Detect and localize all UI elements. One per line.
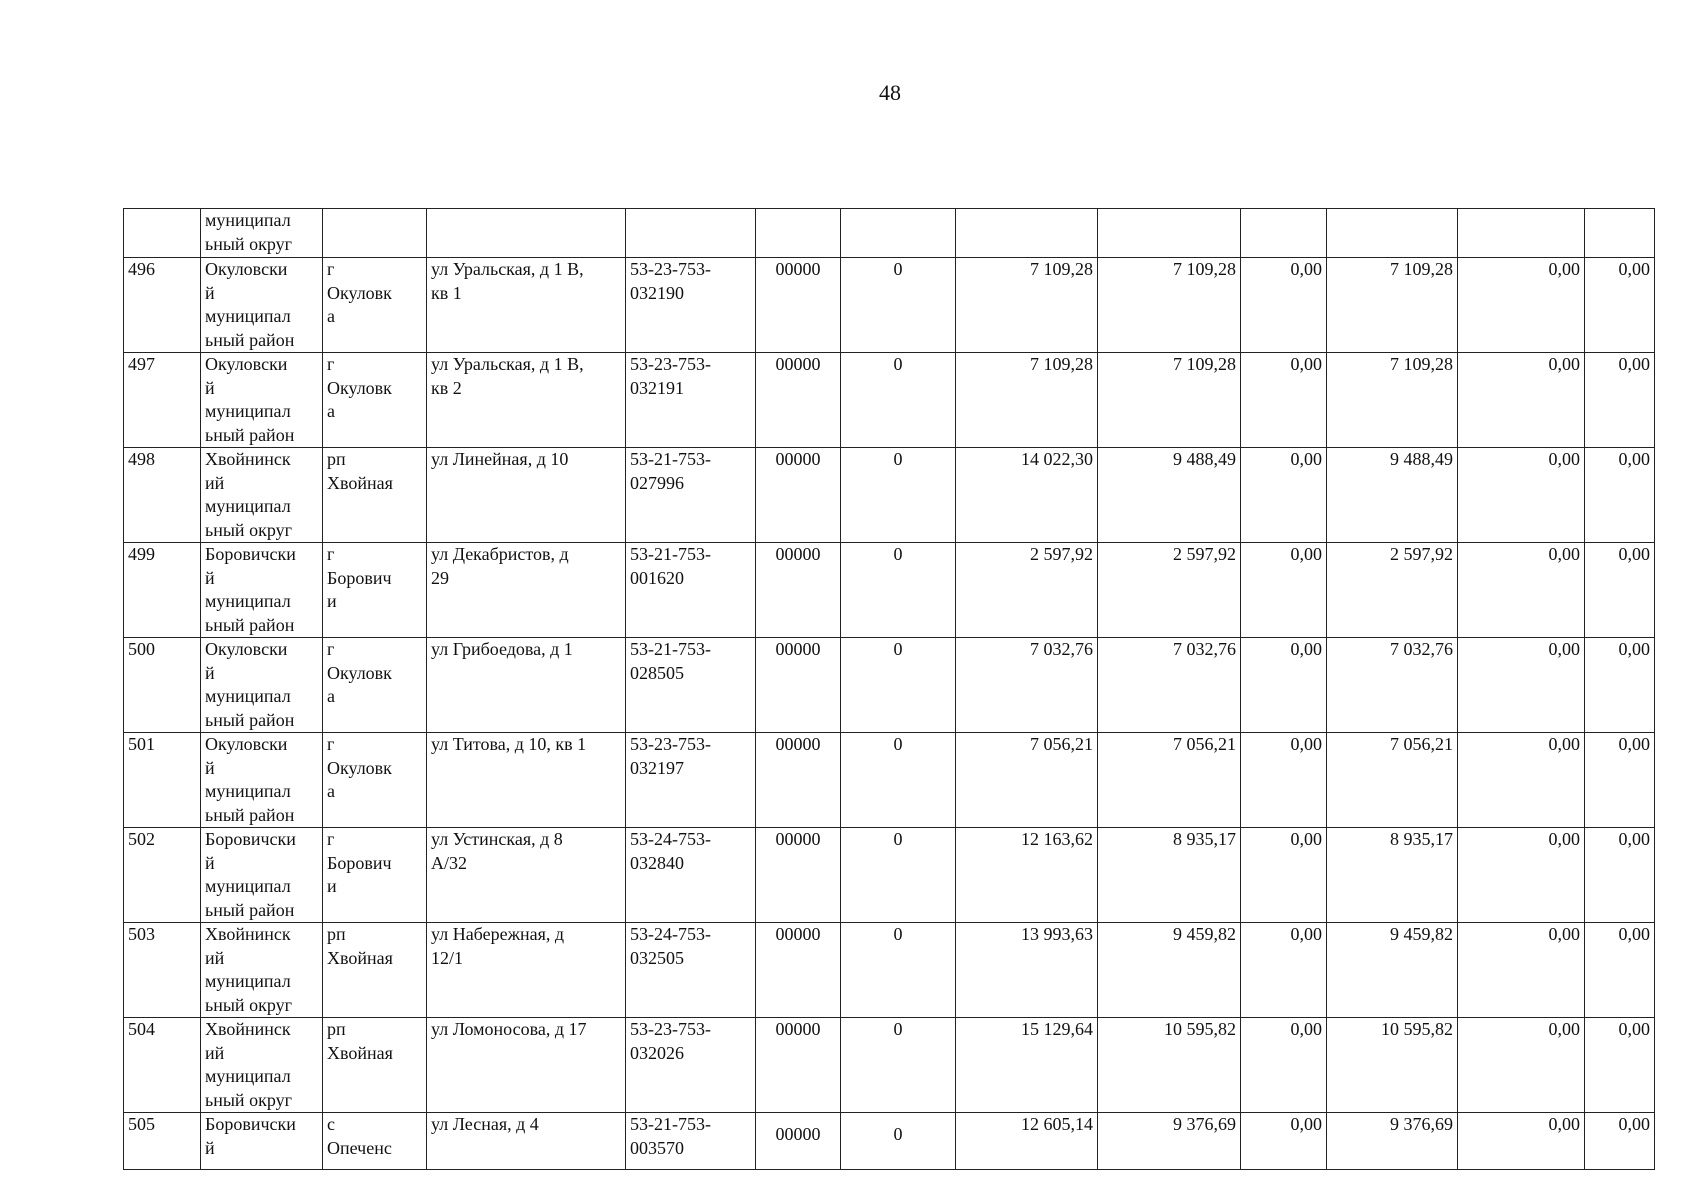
amount-cell: 0,00 [1241,258,1327,353]
district-cell: Боровичски й [201,1113,323,1170]
address-cell: ул Лесная, д 4 [427,1113,626,1170]
account-cell: 53-24-753- 032840 [626,828,756,923]
amount-cell [1585,209,1655,258]
district-cell: муниципал ьный округ [201,209,323,258]
settlement-cell: г Окуловк а [323,638,427,733]
code2-cell: 0 [841,258,956,353]
table-row [124,1018,1655,1113]
row-number-cell: 501 [124,733,201,828]
table-row [124,448,1655,543]
amount-cell: 0,00 [1458,733,1585,828]
amount-cell: 8 935,17 [1098,828,1241,923]
amount-cell: 10 595,82 [1098,1018,1241,1113]
amount-cell [1098,209,1241,258]
amount-cell: 0,00 [1241,638,1327,733]
amount-cell: 9 459,82 [1098,923,1241,1018]
amount-cell: 0,00 [1241,448,1327,543]
page-number: 48 [879,80,901,105]
table-row [124,828,1655,923]
amount-cell [1327,209,1458,258]
settlement-cell: рп Хвойная [323,923,427,1018]
code1-cell: 00000 [756,1018,841,1113]
table-row [124,543,1655,638]
code2-cell: 0 [841,353,956,448]
code1-cell [756,209,841,258]
row-number-cell: 503 [124,923,201,1018]
amount-cell: 12 163,62 [956,828,1098,923]
amount-cell: 7 032,76 [956,638,1098,733]
settlement-cell: г Борович и [323,543,427,638]
account-cell: 53-23-753- 032026 [626,1018,756,1113]
amount-cell: 7 109,28 [956,353,1098,448]
table-row [124,923,1655,1018]
code1-cell: 00000 [756,543,841,638]
code2-cell: 0 [841,828,956,923]
code1-cell: 00000 [756,828,841,923]
amount-cell: 0,00 [1241,353,1327,448]
amount-cell: 9 459,82 [1327,923,1458,1018]
row-number-cell: 498 [124,448,201,543]
row-number-cell: 502 [124,828,201,923]
amount-cell: 14 022,30 [956,448,1098,543]
amount-cell: 0,00 [1241,923,1327,1018]
address-cell: ул Устинская, д 8 А/32 [427,828,626,923]
address-cell: ул Титова, д 10, кв 1 [427,733,626,828]
amount-cell: 0,00 [1458,1113,1585,1170]
district-cell: Хвойнинск ий муниципал ьный округ [201,1018,323,1113]
amount-cell: 0,00 [1585,923,1655,1018]
amount-cell: 0,00 [1458,448,1585,543]
amount-cell: 7 109,28 [1327,353,1458,448]
amount-cell [1458,209,1585,258]
code2-cell: 0 [841,733,956,828]
amount-cell: 0,00 [1585,638,1655,733]
address-cell [427,209,626,258]
amount-cell: 12 605,14 [956,1113,1098,1170]
amount-cell: 2 597,92 [1098,543,1241,638]
amount-cell: 7 032,76 [1327,638,1458,733]
district-cell: Хвойнинск ий муниципал ьный округ [201,448,323,543]
settlement-cell: рп Хвойная [323,448,427,543]
code2-cell: 0 [841,638,956,733]
code1-cell: 00000 [756,638,841,733]
account-cell: 53-23-753- 032190 [626,258,756,353]
address-cell: ул Уральская, д 1 В, кв 2 [427,353,626,448]
amount-cell [1241,209,1327,258]
district-cell: Окуловски й муниципал ьный район [201,353,323,448]
account-cell [626,209,756,258]
table-row [124,258,1655,353]
row-number-cell: 500 [124,638,201,733]
address-cell: ул Грибоедова, д 1 [427,638,626,733]
row-number-cell: 499 [124,543,201,638]
address-cell: ул Набережная, д 12/1 [427,923,626,1018]
address-cell: ул Уральская, д 1 В, кв 1 [427,258,626,353]
settlement-cell: г Окуловк а [323,258,427,353]
amount-cell: 0,00 [1458,638,1585,733]
district-cell: Окуловски й муниципал ьный район [201,638,323,733]
amount-cell: 8 935,17 [1327,828,1458,923]
amount-cell: 0,00 [1585,1018,1655,1113]
amount-cell: 0,00 [1241,543,1327,638]
code2-cell: 0 [841,448,956,543]
account-cell: 53-23-753- 032197 [626,733,756,828]
table-row [124,733,1655,828]
address-cell: ул Ломоносова, д 17 [427,1018,626,1113]
district-cell: Окуловски й муниципал ьный район [201,258,323,353]
amount-cell: 0,00 [1585,543,1655,638]
amount-cell: 0,00 [1585,1113,1655,1170]
amount-cell: 9 488,49 [1098,448,1241,543]
settlement-cell [323,209,427,258]
amount-cell: 0,00 [1458,828,1585,923]
amount-cell: 7 109,28 [1098,258,1241,353]
amount-cell: 7 056,21 [956,733,1098,828]
amount-cell: 0,00 [1458,258,1585,353]
table-row [124,353,1655,448]
amount-cell: 0,00 [1458,543,1585,638]
amount-cell: 7 032,76 [1098,638,1241,733]
amount-cell: 0,00 [1585,353,1655,448]
amount-cell: 2 597,92 [1327,543,1458,638]
amount-cell: 10 595,82 [1327,1018,1458,1113]
code2-cell: 0 [841,1113,956,1170]
amount-cell: 7 109,28 [1327,258,1458,353]
amount-cell: 2 597,92 [956,543,1098,638]
account-cell: 53-21-753- 027996 [626,448,756,543]
code2-cell: 0 [841,923,956,1018]
amount-cell: 15 129,64 [956,1018,1098,1113]
table-row [124,638,1655,733]
amount-cell: 0,00 [1241,733,1327,828]
address-cell: ул Декабристов, д 29 [427,543,626,638]
amount-cell: 7 109,28 [1098,353,1241,448]
registry-table [123,208,1655,1170]
code1-cell: 00000 [756,923,841,1018]
row-number-cell: 497 [124,353,201,448]
amount-cell: 7 109,28 [956,258,1098,353]
code1-cell: 00000 [756,1113,841,1170]
amount-cell: 9 488,49 [1327,448,1458,543]
settlement-cell: г Борович и [323,828,427,923]
account-cell: 53-21-753- 003570 [626,1113,756,1170]
amount-cell: 9 376,69 [1327,1113,1458,1170]
amount-cell: 0,00 [1458,353,1585,448]
code1-cell: 00000 [756,448,841,543]
code2-cell: 0 [841,1018,956,1113]
district-cell: Хвойнинск ий муниципал ьный округ [201,923,323,1018]
amount-cell [956,209,1098,258]
code1-cell: 00000 [756,258,841,353]
table-row-continuation [124,209,1655,258]
amount-cell: 0,00 [1241,828,1327,923]
district-cell: Боровичски й муниципал ьный район [201,828,323,923]
settlement-cell: рп Хвойная [323,1018,427,1113]
settlement-cell: г Окуловк а [323,353,427,448]
amount-cell: 7 056,21 [1098,733,1241,828]
code2-cell: 0 [841,543,956,638]
code2-cell [841,209,956,258]
district-cell: Боровичски й муниципал ьный район [201,543,323,638]
amount-cell: 0,00 [1241,1113,1327,1170]
amount-cell: 7 056,21 [1327,733,1458,828]
amount-cell: 0,00 [1585,258,1655,353]
row-number-cell: 505 [124,1113,201,1170]
code1-cell: 00000 [756,353,841,448]
amount-cell: 0,00 [1585,828,1655,923]
amount-cell: 13 993,63 [956,923,1098,1018]
account-cell: 53-23-753- 032191 [626,353,756,448]
amount-cell: 0,00 [1585,448,1655,543]
amount-cell: 0,00 [1458,923,1585,1018]
row-number-cell: 504 [124,1018,201,1113]
account-cell: 53-24-753- 032505 [626,923,756,1018]
account-cell: 53-21-753- 001620 [626,543,756,638]
table-row [124,1113,1655,1170]
amount-cell: 9 376,69 [1098,1113,1241,1170]
row-number-cell: 496 [124,258,201,353]
account-cell: 53-21-753- 028505 [626,638,756,733]
settlement-cell: г Окуловк а [323,733,427,828]
address-cell: ул Линейная, д 10 [427,448,626,543]
settlement-cell: с Опеченс [323,1113,427,1170]
code1-cell: 00000 [756,733,841,828]
district-cell: Окуловски й муниципал ьный район [201,733,323,828]
amount-cell: 0,00 [1458,1018,1585,1113]
amount-cell: 0,00 [1585,733,1655,828]
row-number-cell [124,209,201,258]
amount-cell: 0,00 [1241,1018,1327,1113]
